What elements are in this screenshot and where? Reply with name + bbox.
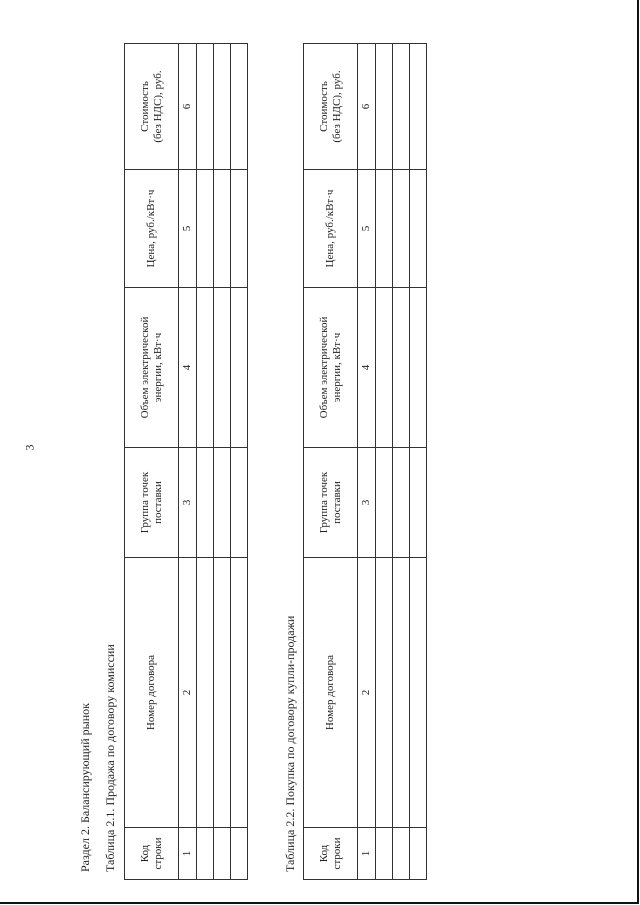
table-cell[interactable]	[376, 44, 393, 170]
section-title: Раздел 2. Балансирующий рынок	[78, 703, 92, 872]
table-cell[interactable]	[231, 288, 248, 448]
table-cell[interactable]	[214, 44, 231, 170]
table-row	[214, 44, 231, 880]
column-number: 6	[358, 44, 376, 170]
purchase-sale-table	[303, 43, 427, 880]
table-cell[interactable]	[410, 828, 427, 880]
column-number: 6	[179, 44, 197, 170]
table-cell[interactable]	[376, 558, 393, 828]
table-cell[interactable]	[393, 44, 410, 170]
column-number: 5	[179, 170, 197, 288]
page-number: 3	[22, 444, 37, 451]
header-cell: Код строки	[125, 828, 179, 880]
table-cell[interactable]	[231, 558, 248, 828]
table-cell[interactable]	[197, 44, 214, 170]
column-number: 1	[179, 828, 197, 880]
table-row	[410, 44, 427, 880]
header-row	[125, 44, 179, 880]
table-cell[interactable]	[214, 828, 231, 880]
table-cell[interactable]	[410, 448, 427, 558]
table-row	[393, 44, 410, 880]
rotated-content	[70, 40, 460, 880]
column-number: 3	[358, 448, 376, 558]
header-row	[304, 44, 358, 880]
table-cell[interactable]	[214, 448, 231, 558]
header-cell: Объем электрической энергии, кВт·ч	[125, 288, 179, 448]
header-cell: Номер договора	[304, 558, 358, 828]
column-number-row	[179, 44, 197, 880]
column-number: 3	[179, 448, 197, 558]
table-cell[interactable]	[197, 828, 214, 880]
table-cell[interactable]	[231, 828, 248, 880]
table-caption: Таблица 2.2. Покупка по договору купли-продажи	[283, 615, 297, 872]
header-cell: Группа точек поставки	[304, 448, 358, 558]
table-cell[interactable]	[393, 558, 410, 828]
table-cell[interactable]	[410, 288, 427, 448]
table-cell[interactable]	[410, 170, 427, 288]
column-number-row	[358, 44, 376, 880]
column-number: 4	[179, 288, 197, 448]
table-row	[376, 44, 393, 880]
header-cell: Цена, руб./кВт·ч	[304, 170, 358, 288]
table-cell[interactable]	[197, 288, 214, 448]
column-number: 2	[179, 558, 197, 828]
table-cell[interactable]	[197, 170, 214, 288]
table-cell[interactable]	[197, 558, 214, 828]
column-number: 4	[358, 288, 376, 448]
table-cell[interactable]	[376, 170, 393, 288]
table-cell[interactable]	[376, 828, 393, 880]
table-cell[interactable]	[214, 558, 231, 828]
table-cell[interactable]	[393, 448, 410, 558]
table-cell[interactable]	[410, 44, 427, 170]
column-number: 2	[358, 558, 376, 828]
table-cell[interactable]	[376, 288, 393, 448]
table-cell[interactable]	[231, 44, 248, 170]
table-cell[interactable]	[231, 170, 248, 288]
header-cell: Группа точек поставки	[125, 448, 179, 558]
table-cell[interactable]	[197, 448, 214, 558]
header-cell: Стоимость (без НДС), руб.	[125, 44, 179, 170]
table-row	[231, 44, 248, 880]
column-number: 5	[358, 170, 376, 288]
table-cell[interactable]	[214, 170, 231, 288]
header-cell: Код строки	[304, 828, 358, 880]
header-cell: Номер договора	[125, 558, 179, 828]
table-cell[interactable]	[393, 828, 410, 880]
table-cell[interactable]	[214, 288, 231, 448]
table-cell[interactable]	[231, 448, 248, 558]
header-cell: Объем электрической энергии, кВт·ч	[304, 288, 358, 448]
header-cell: Стоимость (без НДС), руб.	[304, 44, 358, 170]
table-cell[interactable]	[393, 170, 410, 288]
table-cell[interactable]	[376, 448, 393, 558]
table-cell[interactable]	[393, 288, 410, 448]
table-row	[197, 44, 214, 880]
table-cell[interactable]	[410, 558, 427, 828]
column-number: 1	[358, 828, 376, 880]
header-cell: Цена, руб./кВт·ч	[125, 170, 179, 288]
commission-sales-table	[124, 43, 248, 880]
table-caption: Таблица 2.1. Продажа по договору комиссии	[103, 644, 117, 872]
